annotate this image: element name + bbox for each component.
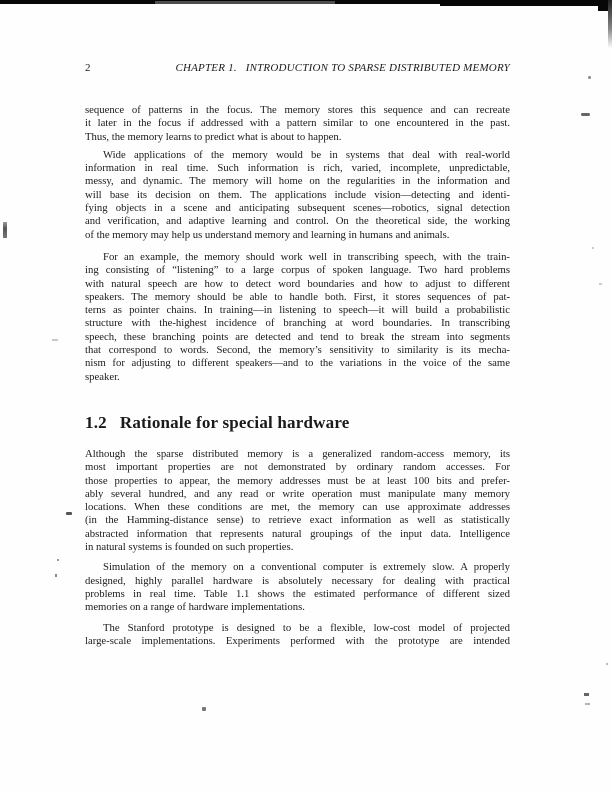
text-line: For an example, the memory should work well in transcribing speech, with the train-	[103, 250, 510, 263]
text-line: most important properties are not demonstrated by ordinary random accesses. For	[85, 461, 510, 474]
text-line: locations. When these conditions are met, the memory can use approximate addresses	[85, 501, 510, 514]
scan-artifact	[585, 703, 590, 705]
text-line: designed, highly parallel hardware is absolutely necessary for dealing with practical	[85, 574, 510, 587]
scan-artifact	[592, 247, 594, 249]
text-line: speaker.	[85, 370, 120, 383]
text-line: of the memory may help us understand memory and learning in humans and animals.	[85, 228, 450, 241]
chapter-label: CHAPTER 1.	[175, 62, 237, 74]
text-line: ably several hundred, and any read or write operation must manipulate many memory	[85, 487, 510, 500]
text-line: speech, these branching points are detected and tend to break the stream into segments	[85, 330, 510, 343]
chapter-title: INTRODUCTION TO SPARSE DISTRIBUTED MEMORY	[245, 62, 510, 74]
text-line: will base its decision on them. The applications include vision—detecting and identi-	[85, 188, 510, 201]
text-line: fying objects in a scene and anticipating subsequent scenes—robotics, signal detection	[85, 202, 510, 215]
text-line: with natural speech are how to detect word boundaries and how to adjust to different	[85, 277, 510, 290]
section-heading	[85, 412, 510, 433]
text-line: in natural systems is founded on such properties.	[85, 541, 294, 554]
text-line: (in the Hamming-distance sense) to retrieve exact information as well as statistically	[85, 514, 510, 527]
text-line: nism for adjusting to different speakers—and to the variations in the voice of the same	[85, 357, 510, 370]
running-header	[85, 62, 510, 75]
text-line: those properties to appear, the memory addresses must be at least 100 bits and prefer-	[85, 474, 510, 487]
text-line: Simulation of the memory on a conventional computer is extremely slow. A properly	[103, 561, 510, 574]
text-line: Wide applications of the memory would be in systems that deal with real-world	[103, 148, 510, 161]
paragraph-stanford-prototype	[85, 622, 510, 649]
text-line: large-scale implementations. Experiments performed with the prototype are intended	[85, 634, 510, 647]
scan-artifact	[588, 76, 591, 79]
text-line: and verification, and adaptive learning and control. On the theoretical side, the working	[85, 215, 510, 228]
text-line: Although the sparse distributed memory is a generalized random-access memory, its	[85, 447, 510, 460]
text-line: ing consisting of “listening” to a large corpus of spoken language. Two hard problems	[85, 264, 510, 277]
text-line: problems in real time. Table 1.1 shows the estimated performance of different sized	[85, 587, 510, 600]
scan-artifact	[599, 283, 602, 285]
page-number: 2	[85, 62, 91, 74]
text-line: speakers. The memory should be able to handle both. First, it stores sequences of pat-	[85, 290, 510, 303]
text-line: information in real time. Such information is rich, varied, incomplete, unpredictable,	[85, 162, 510, 175]
text-line: The Stanford prototype is designed to be a flexible, low-cost model of projected	[103, 621, 510, 634]
section-title: Rationale for special hardware	[119, 412, 350, 432]
paragraph-speech-example	[85, 251, 510, 384]
paragraph-simulation	[85, 561, 510, 614]
scan-artifact	[606, 663, 608, 665]
paragraph-rationale	[85, 448, 510, 554]
text-line: Thus, the memory learns to predict what is about to happen.	[85, 130, 342, 143]
running-title	[175, 62, 510, 75]
text-line: abstracted information that represents natural groupings of the input data. Intelligence	[85, 527, 510, 540]
paragraph-applications	[85, 149, 510, 242]
text-line: messy, and dynamic. The memory will home on the regularities in the information and	[85, 175, 510, 188]
paragraph-continuation	[85, 104, 510, 144]
text-line: it later in the focus if addressed with a pattern similar to one encountered in the past.	[85, 117, 510, 130]
scan-artifact	[202, 707, 206, 711]
scan-edge-right	[608, 0, 612, 48]
scan-artifact	[581, 113, 590, 116]
text-line: that correspond to words. Second, the memory’s sensitivity to similarity is its mecha-	[85, 344, 510, 357]
scan-artifact	[55, 574, 57, 577]
scan-artifact	[52, 339, 58, 341]
text-column	[85, 0, 510, 648]
text-line: terns as pointer chains. In training—in listening to speech—it will build a probabilistic	[85, 304, 510, 317]
scan-artifact	[584, 693, 589, 696]
text-line: structure with the-highest incidence of branching at word boundaries. In transcribing	[85, 317, 510, 330]
text-line: sequence of patterns in the focus. The memory stores this sequence and can recreate	[85, 104, 510, 116]
scan-artifact	[66, 512, 72, 515]
scan-artifact	[3, 222, 7, 238]
section-number: 1.2	[85, 412, 107, 432]
text-line: memories on a range of hardware implementations.	[85, 601, 305, 614]
scan-artifact	[57, 559, 59, 561]
